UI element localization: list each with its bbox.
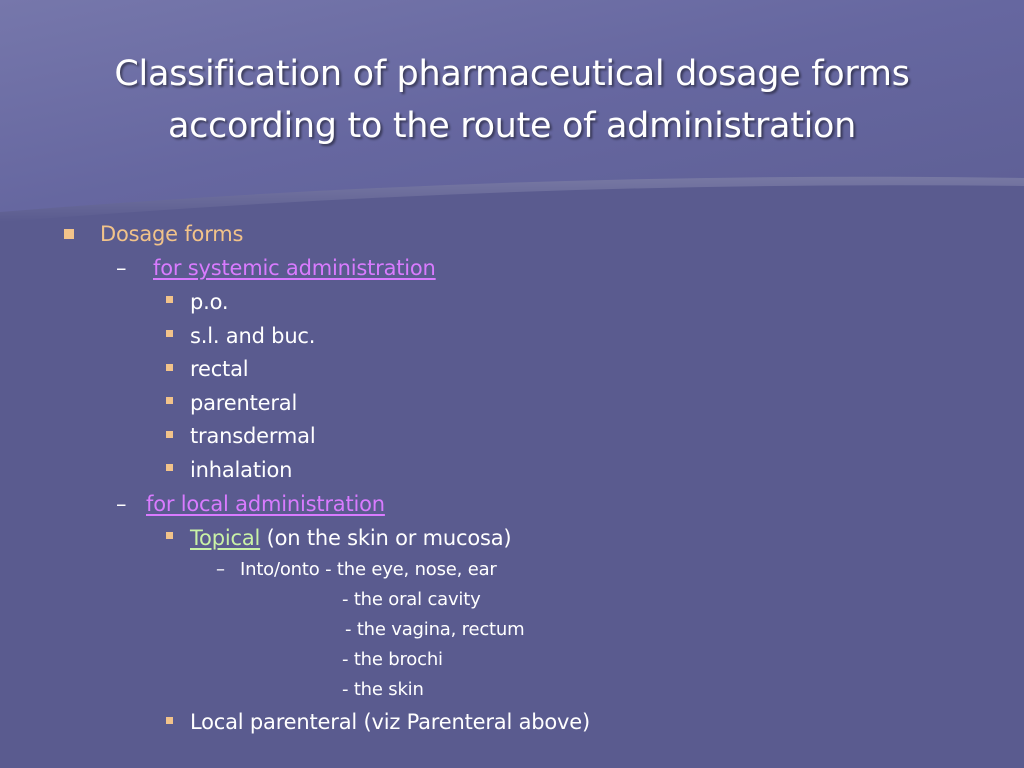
into-onto-line: Into/onto - the eye, nose, ear <box>240 559 497 580</box>
topical-link[interactable]: Topical <box>190 526 261 550</box>
small-square-bullet-icon <box>166 330 173 337</box>
local-sub-item-vagina-rectum: - the vagina, rectum <box>345 619 525 640</box>
local-administration-link[interactable]: for local administration <box>146 492 385 516</box>
slide-title <box>40 48 984 152</box>
small-square-bullet-icon <box>166 717 173 724</box>
local-sub-item-brochi: - the brochi <box>342 649 443 670</box>
square-bullet-icon <box>64 229 74 239</box>
systemic-item-transdermal: transdermal <box>190 424 316 448</box>
dash-bullet-icon: – <box>116 256 127 280</box>
dash-bullet-icon: – <box>116 492 127 516</box>
systemic-item-parenteral: parenteral <box>190 391 298 415</box>
small-square-bullet-icon <box>166 397 173 404</box>
title-line-1: Classification of pharmaceutical dosage forms <box>114 54 910 94</box>
title-line-2: according to the route of administration <box>167 106 857 146</box>
topical-item <box>190 524 511 552</box>
small-square-bullet-icon <box>166 364 173 371</box>
dash-bullet-icon: – <box>216 559 225 580</box>
local-parenteral-item: Local parenteral (viz Parenteral above) <box>190 710 590 734</box>
small-square-bullet-icon <box>166 431 173 438</box>
systemic-item-po: p.o. <box>190 290 229 314</box>
small-square-bullet-icon <box>166 532 173 539</box>
systemic-administration-link[interactable]: for systemic administration <box>153 256 436 280</box>
small-square-bullet-icon <box>166 296 173 303</box>
local-sub-item-skin: - the skin <box>342 679 424 700</box>
small-square-bullet-icon <box>166 464 173 471</box>
systemic-item-rectal: rectal <box>190 357 249 381</box>
systemic-item-inhalation: inhalation <box>190 458 293 482</box>
local-sub-item-oral-cavity: - the oral cavity <box>342 589 481 610</box>
systemic-item-sl-buc: s.l. and buc. <box>190 324 316 348</box>
dosage-forms-heading: Dosage forms <box>100 222 244 246</box>
topical-description: (on the skin or mucosa) <box>260 526 512 550</box>
